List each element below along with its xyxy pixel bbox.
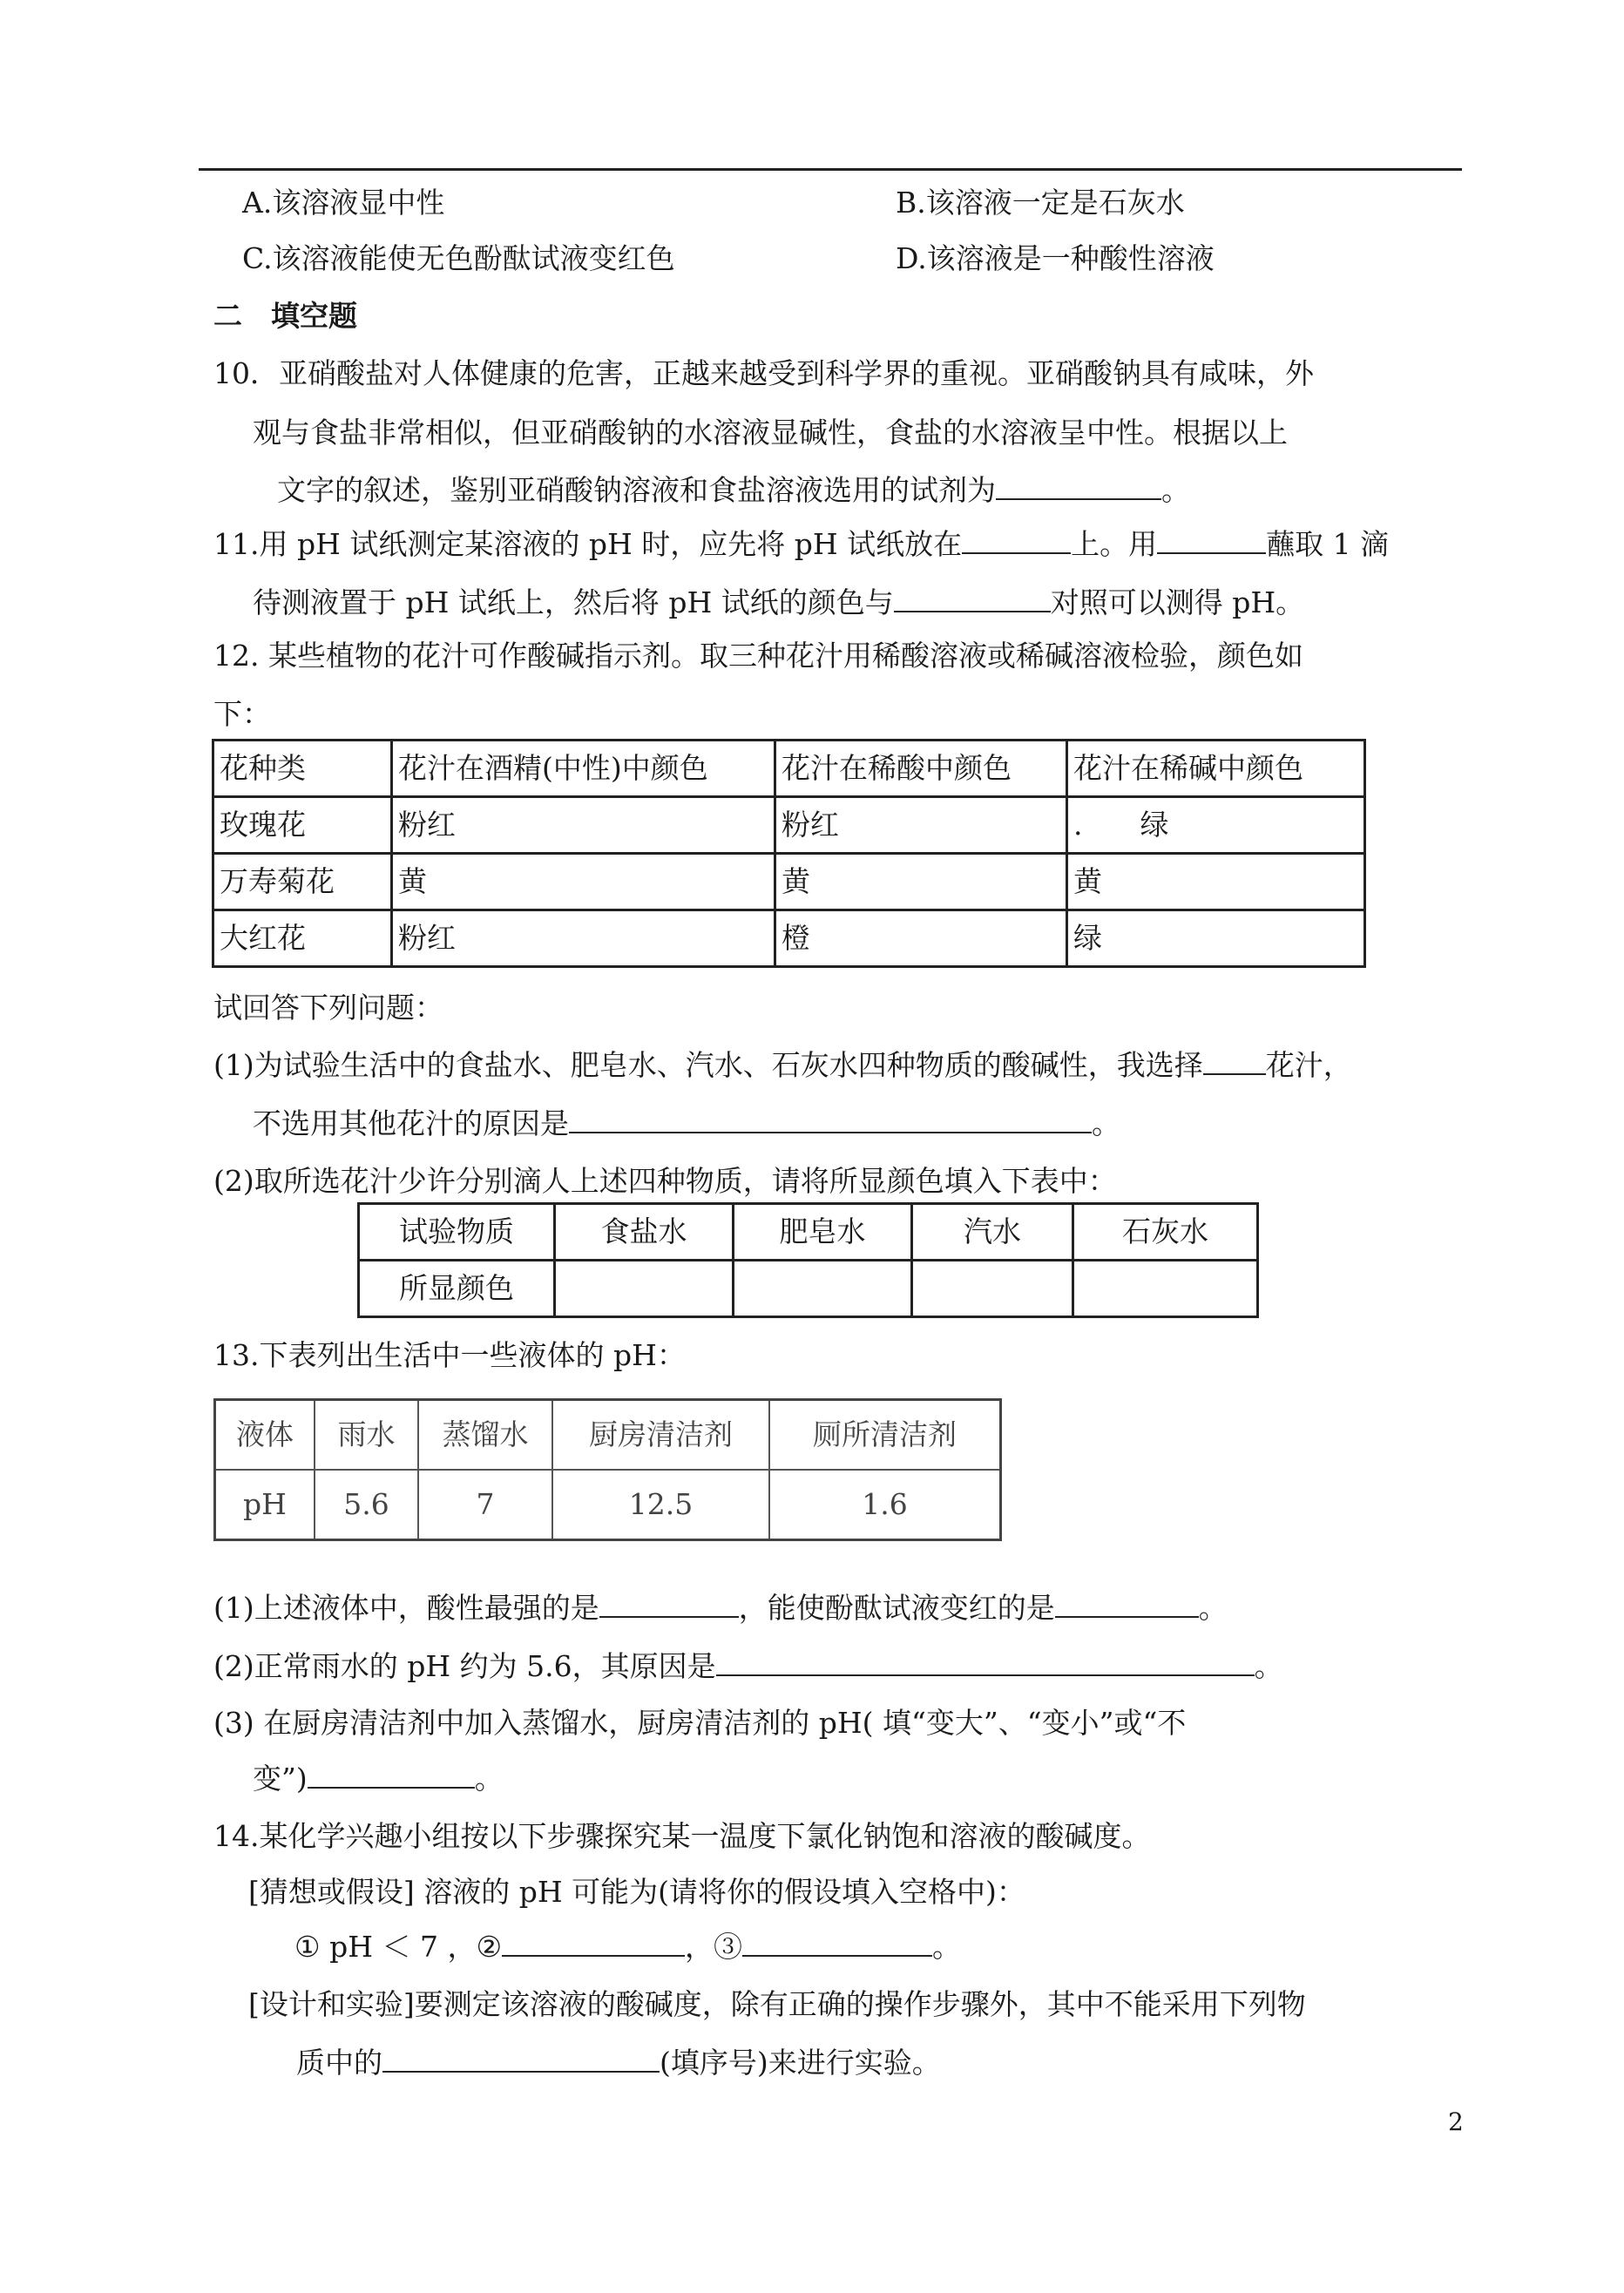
q14-design-line2: 质中的 (填序号)来进行实验。 xyxy=(296,2046,941,2080)
answer-cell[interactable] xyxy=(1073,1261,1258,1317)
q11-blank-1[interactable] xyxy=(962,528,1071,554)
table-header-cell: 肥皂水 xyxy=(734,1204,912,1261)
q11-blank-2[interactable] xyxy=(1157,528,1266,554)
table-header-cell: 花汁在稀碱中颜色 xyxy=(1067,741,1365,797)
table-cell: 黄 xyxy=(775,854,1067,910)
option-c: C.该溶液能使无色酚酞试液变红色 xyxy=(242,241,675,275)
q10-answer-blank[interactable] xyxy=(996,474,1161,500)
q14-blank-2[interactable] xyxy=(502,1931,685,1957)
q10-line3: 文字的叙述，鉴别亚硝酸钠溶液和食盐溶液选用的试剂为 。 xyxy=(277,473,1190,507)
table-header-cell: 花汁在酒精(中性)中颜色 xyxy=(392,741,775,797)
q13-sub3-line1: (3) 在厨房清洁剂中加入蒸馏水，厨房清洁剂的 pH( 填“变大”、“变小”或“不 xyxy=(213,1706,1187,1740)
table-cell: 玫瑰花 xyxy=(213,797,392,854)
answer-cell[interactable] xyxy=(912,1261,1073,1317)
table-cell: . 绿 xyxy=(1067,797,1365,854)
section-title: 二 填空题 xyxy=(213,299,357,333)
table-header-cell: 石灰水 xyxy=(1073,1204,1258,1261)
q12-sub1-line2: 不选用其他花汁的原因是 。 xyxy=(253,1106,1120,1140)
table-cell: 5.6 xyxy=(315,1470,418,1540)
page-number: 2 xyxy=(1448,2107,1464,2136)
table-header-cell: 花汁在稀酸中颜色 xyxy=(775,741,1067,797)
q11-blank-3[interactable] xyxy=(894,586,1051,612)
flower-indicator-table xyxy=(212,739,1366,968)
table-header-row xyxy=(359,1204,1258,1261)
table-header-row xyxy=(213,741,1365,797)
color-result-table xyxy=(357,1202,1259,1318)
q13-blank-3[interactable] xyxy=(716,1650,1255,1676)
q14-blank-3[interactable] xyxy=(742,1931,932,1957)
table-cell: 7 xyxy=(418,1470,552,1540)
q12-sub1-line1: (1)为试验生活中的食盐水、肥皂水、汽水、石灰水四种物质的酸碱性，我选择 花汁， xyxy=(213,1048,1352,1082)
table-header-cell: 食盐水 xyxy=(555,1204,734,1261)
q14-hypothesis: [猜想或假设] 溶液的 pH 可能为(请将你的假设填入空格中)： xyxy=(248,1875,1025,1909)
q10-line2: 观与食盐非常相似，但亚硝酸钠的水溶液显碱性，食盐的水溶液呈中性。根据以上 xyxy=(253,416,1288,450)
table-cell: 粉红 xyxy=(392,910,775,967)
option-a: A.该溶液显中性 xyxy=(242,186,445,220)
q14-design-line1: [设计和实验]要测定该溶液的酸碱度，除有正确的操作步骤外，其中不能采用下列物 xyxy=(248,1987,1306,2021)
q12-line1: 12. 某些植物的花汁可作酸碱指示剂。取三种花汁用稀酸溶液或稀碱溶液检验，颜色如 xyxy=(213,639,1303,673)
q12-reason-blank[interactable] xyxy=(569,1107,1092,1133)
table-header-cell: 汽水 xyxy=(912,1204,1073,1261)
table-header-cell: 蒸馏水 xyxy=(418,1400,552,1471)
table-header-cell: 雨水 xyxy=(315,1400,418,1471)
q14-line1: 14.某化学兴趣小组按以下步骤探究某一温度下氯化钠饱和溶液的酸碱度。 xyxy=(213,1819,1151,1853)
table-row xyxy=(359,1261,1258,1317)
header-rule xyxy=(199,168,1462,171)
table-header-row xyxy=(215,1400,1001,1471)
table-header-cell: 厕所清洁剂 xyxy=(769,1400,1001,1471)
q13-blank-2[interactable] xyxy=(1055,1592,1199,1618)
q12-prompt: 试回答下列问题： xyxy=(213,991,443,1025)
q13-blank-4[interactable] xyxy=(308,1762,475,1789)
table-header-cell: 液体 xyxy=(215,1400,315,1471)
q14-blank-4[interactable] xyxy=(382,2046,660,2073)
answer-cell[interactable] xyxy=(555,1261,734,1317)
q11-line2: 待测液置于 pH 试纸上，然后将 pH 试纸的颜色与 对照可以测得 pH。 xyxy=(253,585,1305,619)
answer-cell[interactable] xyxy=(734,1261,912,1317)
table-row xyxy=(213,854,1365,910)
table-cell: 黄 xyxy=(1067,854,1365,910)
table-row xyxy=(213,910,1365,967)
table-cell: 粉红 xyxy=(392,797,775,854)
option-d: D.该溶液是一种酸性溶液 xyxy=(896,241,1215,275)
q13-line1: 13.下表列出生活中一些液体的 pH： xyxy=(213,1338,686,1372)
table-row xyxy=(213,797,1365,854)
table-cell: 大红花 xyxy=(213,910,392,967)
q12-flower-blank[interactable] xyxy=(1203,1049,1266,1075)
table-cell: 绿 xyxy=(1067,910,1365,967)
table-cell: pH xyxy=(215,1470,315,1540)
q12-sub2: (2)取所选花汁少许分别滴人上述四种物质，请将所显颜色填入下表中： xyxy=(213,1164,1117,1198)
table-cell: 黄 xyxy=(392,854,775,910)
table-header-cell: 花种类 xyxy=(213,741,392,797)
q13-blank-1[interactable] xyxy=(599,1592,739,1618)
table-row xyxy=(215,1470,1001,1540)
q13-sub2: (2)正常雨水的 pH 约为 5.6，其原因是 。 xyxy=(213,1649,1283,1683)
table-cell: 粉红 xyxy=(775,797,1067,854)
q11-line1: 11.用 pH 试纸测定某溶液的 pH 时，应先将 pH 试纸放在 上。用 蘸取 1 滴 xyxy=(213,527,1390,561)
table-cell: 橙 xyxy=(775,910,1067,967)
table-header-cell: 试验物质 xyxy=(359,1204,555,1261)
q10-line1: 10．亚硝酸盐对人体健康的危害，正越来越受到科学界的重视。亚硝酸钠具有咸味，外 xyxy=(213,356,1314,390)
table-cell: 万寿菊花 xyxy=(213,854,392,910)
q14-choices: ① pH ＜ 7 ，② ，③ 。 xyxy=(294,1930,962,1964)
q13-sub1: (1)上述液体中，酸性最强的是 ，能使酚酞试液变红的是 。 xyxy=(213,1591,1228,1625)
table-cell: 所显颜色 xyxy=(359,1261,555,1317)
ph-table xyxy=(213,1398,1002,1541)
table-cell: 1.6 xyxy=(769,1470,1001,1540)
table-cell: 12.5 xyxy=(552,1470,769,1540)
option-b: B.该溶液一定是石灰水 xyxy=(896,186,1185,220)
table-header-cell: 厨房清洁剂 xyxy=(552,1400,769,1471)
q13-sub3-line2: 变”) 。 xyxy=(253,1762,504,1796)
q12-line2: 下： xyxy=(213,697,271,731)
